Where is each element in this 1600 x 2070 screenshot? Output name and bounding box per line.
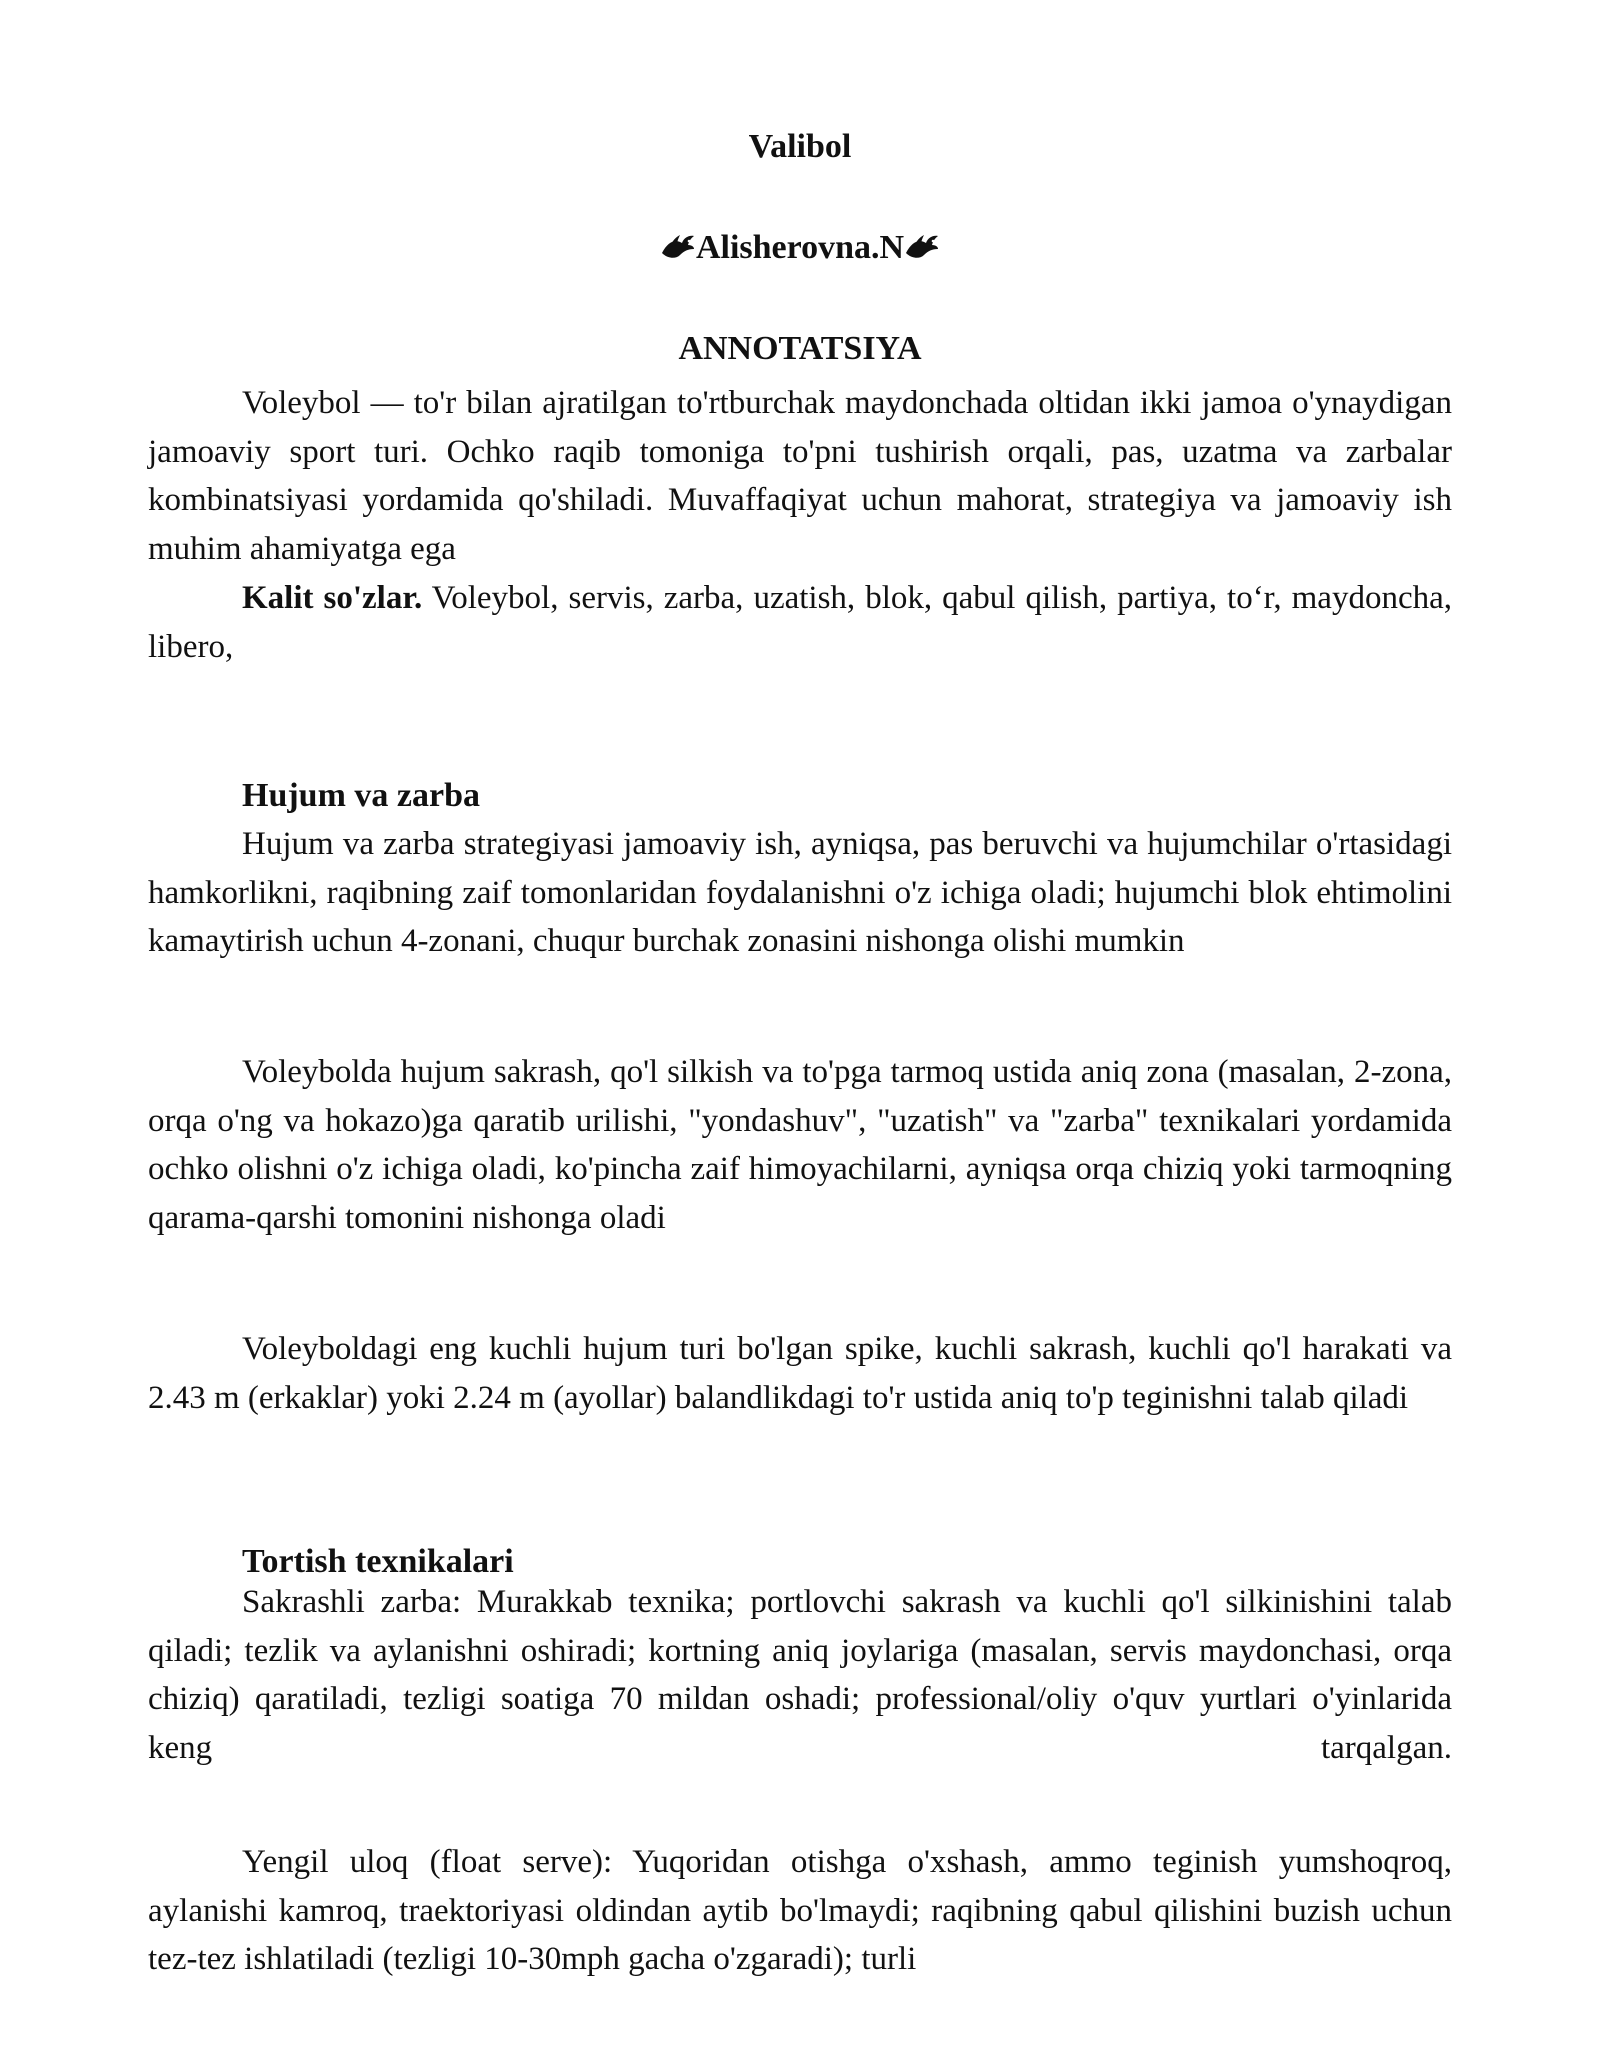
section2-paragraph-1: Sakrashli zarba: Murakkab texnika; portlovchi sakrash va kuchli qo'l silkinishini talab qiladi; tezlik va aylanishni oshiradi; kortning aniq joylariga (masalan, servis maydonchasi, orqa chiziq) qaratiladi, tezligi soatiga 70 mildan oshadi; professional/oliy o'quv yurtlari o'yinlarida keng tarqalgan. (148, 1584, 1452, 1766)
section2-paragraph-2: Yengil uloq (float serve): Yuqoridan otishga o'xshash, ammo teginish yumshoqroq, aylanishi kamroq, traektoriyasi oldindan aytib bo'lmaydi; raqibning qabul qilishini buzish uchun tez-tez ishlatiladi (tezligi 10-30mph gacha o'zgaradi); turli (148, 1844, 1452, 1977)
document-title: Valibol (748, 128, 852, 165)
dove-icon (660, 233, 696, 261)
keywords-paragraph (148, 574, 1452, 671)
dove-icon (904, 233, 940, 261)
author-name: Alisherovna.N (695, 229, 905, 266)
author-line (148, 229, 1452, 267)
section-heading-attack: Hujum va zarba (242, 777, 480, 814)
annotation-heading: ANNOTATSIYA (678, 330, 922, 367)
keywords-label: Kalit so'zlar. (242, 580, 423, 616)
section1-paragraph-3: Voleyboldagi eng kuchli hujum turi bo'lgan spike, kuchli sakrash, kuchli qo'l harakati va 2.43 m (erkaklar) yoki 2.24 m (ayollar) balandlikdagi to'r ustida aniq to'p teginishni talab qiladi (148, 1331, 1452, 1416)
annotation-paragraph: Voleybol — to'r bilan ajratilgan to'rtburchak maydonchada oltidan ikki jamoa o'ynaydigan jamoaviy sport turi. Ochko raqib tomoniga to'pni tushirish orqali, pas, uzatma va zarbalar kombinatsiyasi yordamida qo'shiladi. Muvaffaqiyat uchun mahorat, strategiya va jamoaviy ish muhim ahamiyatga ega (148, 385, 1452, 567)
keywords-list: Voleybol, servis, zarba, uzatish, blok, qabul qilish, partiya, to‘r, maydoncha, libero, (148, 580, 1452, 665)
section1-paragraph-1: Hujum va zarba strategiyasi jamoaviy ish, ayniqsa, pas beruvchi va hujumchilar o'rtasidagi hamkorlikni, raqibning zaif tomonlaridan foydalanishni o'z ichiga oladi; hujumchi blok ehtimolini kamaytirish uchun 4-zonani, chuqur burchak zonasini nishonga olishi mumkin (148, 826, 1452, 959)
section-heading-serve: Tortish texnikalari (242, 1543, 514, 1580)
section1-paragraph-2: Voleybolda hujum sakrash, qo'l silkish va to'pga tarmoq ustida aniq zona (masalan, 2-zona, orqa o'ng va hokazo)ga qaratib urilishi, "yondashuv", "uzatish" va "zarba" texnikalari yordamida ochko olishni o'z ichiga oladi, ko'pincha zaif himoyachilarni, ayniqsa orqa chiziq yoki tarmoqning qarama-qarshi tomonini nishonga oladi (148, 1054, 1452, 1236)
